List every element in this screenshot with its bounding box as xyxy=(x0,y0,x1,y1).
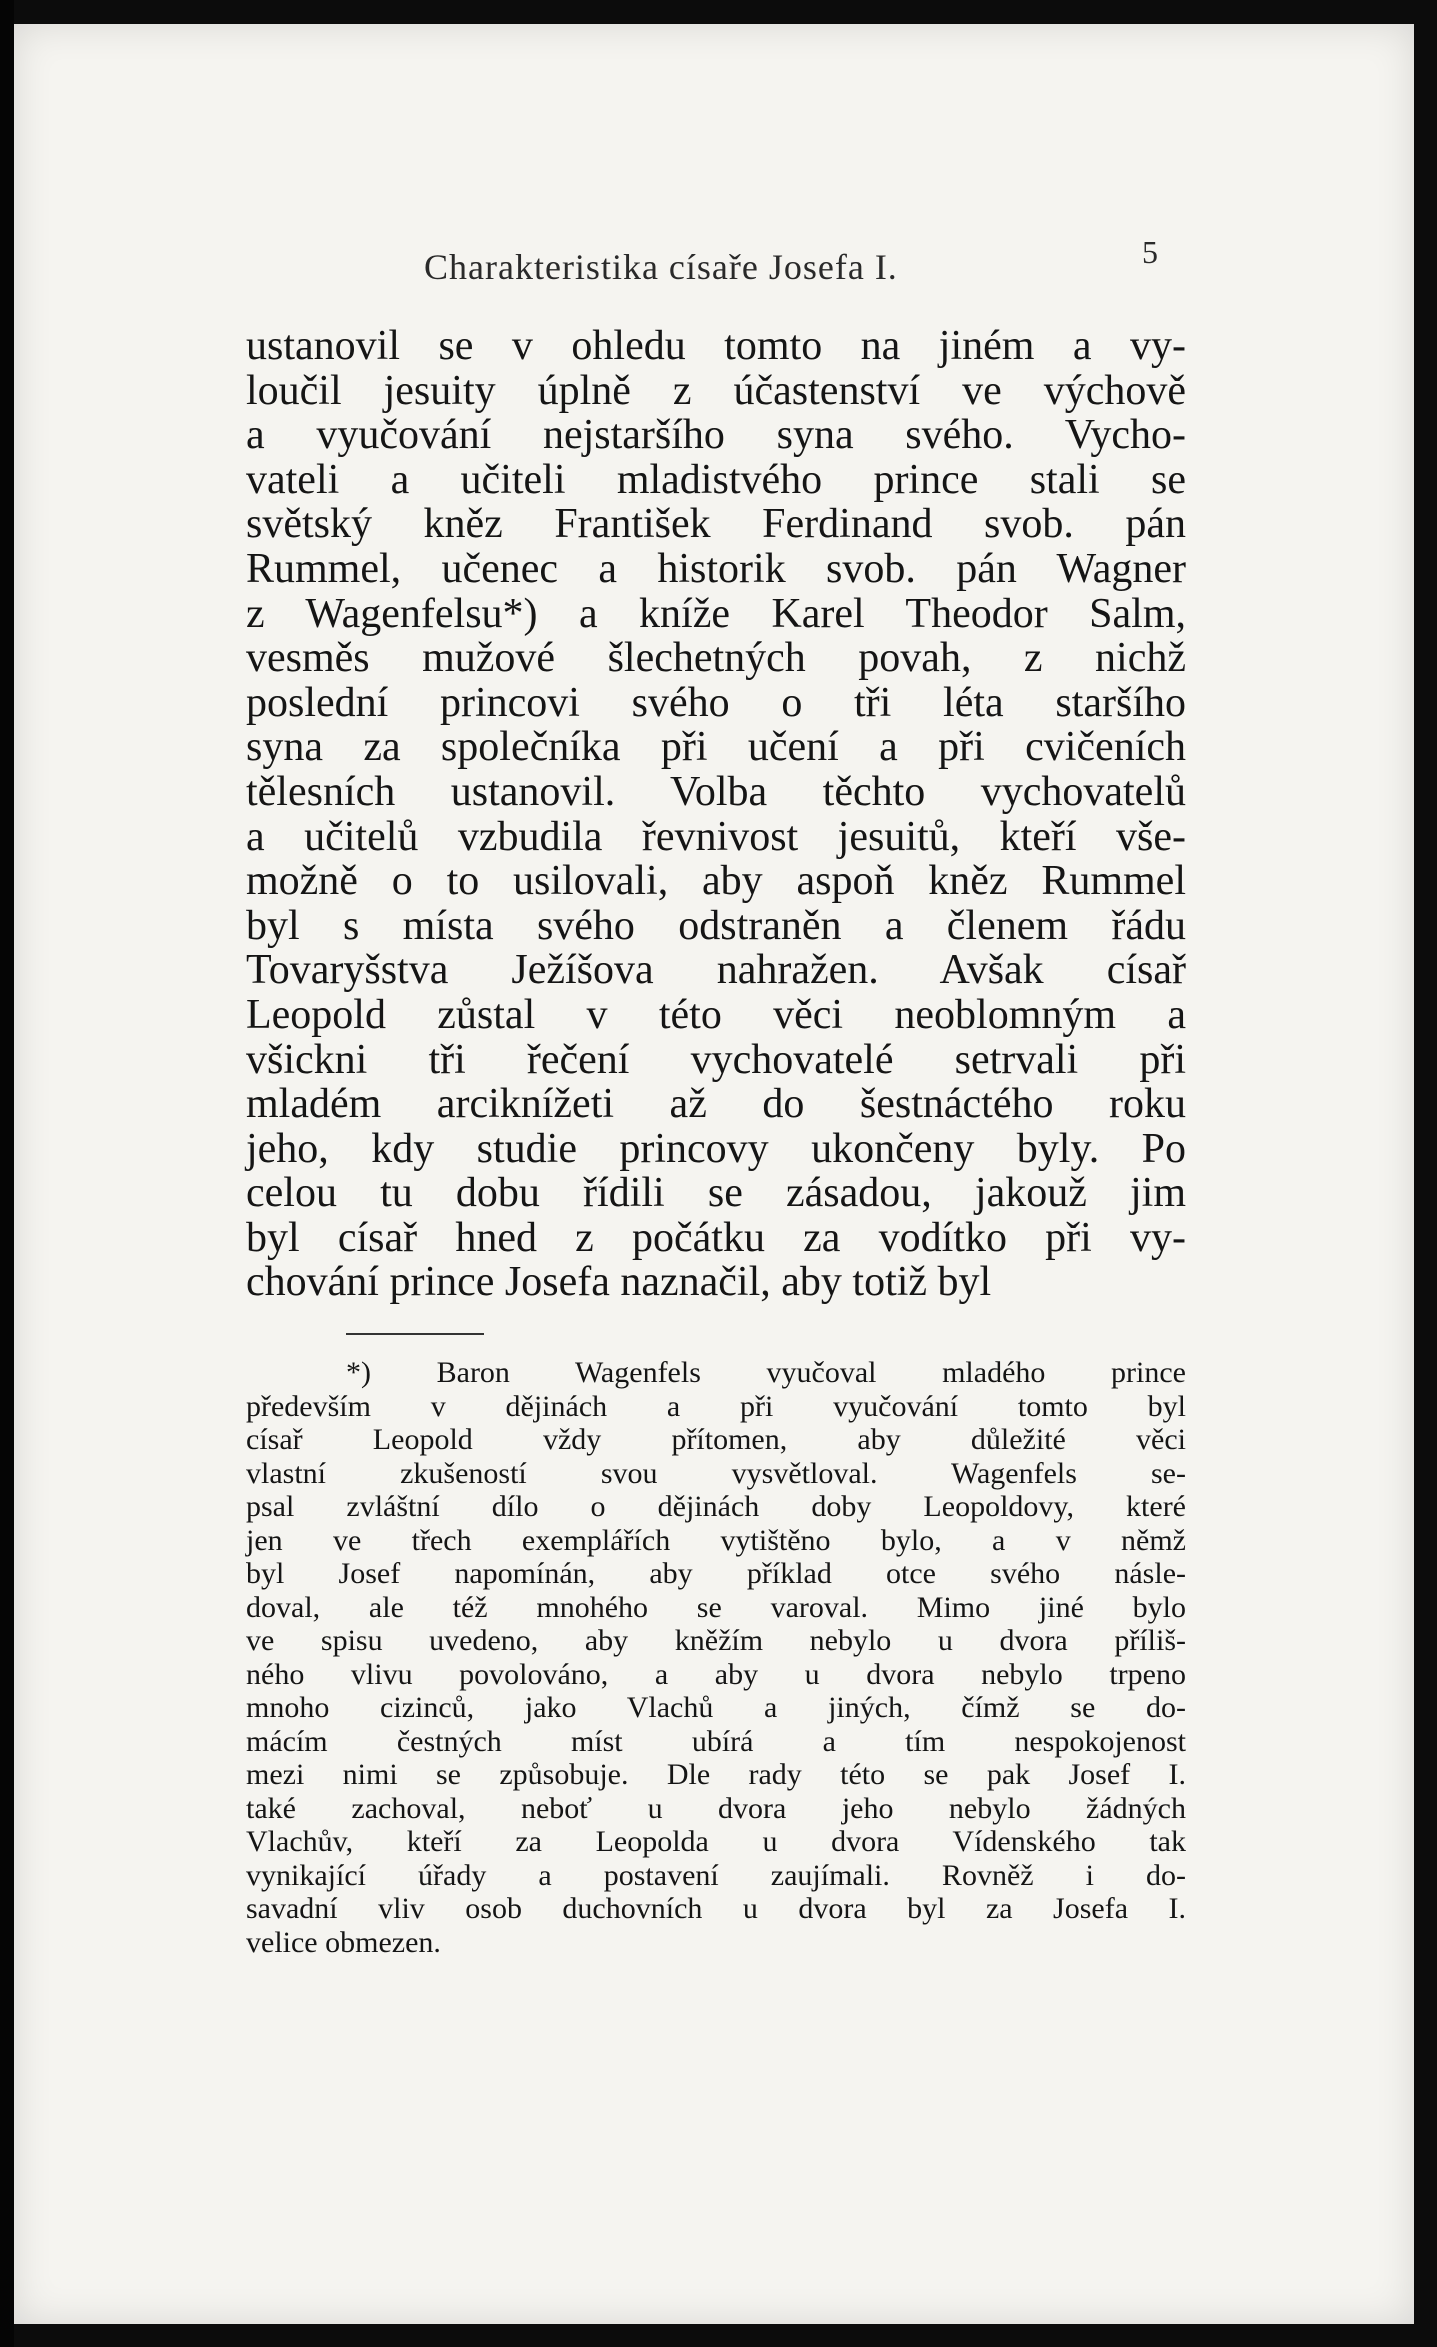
footnote-line: vynikající úřady a postavení zaujímali. Rovněž i do- xyxy=(246,1858,1186,1892)
text-line: z Wagenfelsu*) a kníže Karel Theodor Salm, xyxy=(246,590,1186,637)
text-line: syna za společníka při učení a při cvičeních xyxy=(246,724,1186,771)
footnote-line: savadní vliv osob duchovních u dvora byl za Josefa I. xyxy=(246,1892,1186,1925)
text-line: Rummel, učenec a historik svob. pán Wagner xyxy=(246,545,1186,592)
text-line: Tovaryšstva Ježíšova nahražen. Avšak císař xyxy=(246,947,1186,994)
text-line: celou tu dobu řídili se zásadou, jakouž jim xyxy=(246,1170,1186,1217)
text-line: možně o to usilovali, aby aspoň kněz Rummel xyxy=(246,858,1186,905)
text-line: loučil jesuity úplně z účastenství ve výchově xyxy=(246,367,1186,414)
footnote-line: *) Baron Wagenfels vyučoval mladého prince xyxy=(346,1356,1186,1389)
text-line: jeho, kdy studie princovy ukončeny byly. Po xyxy=(246,1125,1186,1172)
scan-left-edge xyxy=(0,0,14,2347)
footnote-line: mácím čestných míst ubírá a tím nespokojenost xyxy=(246,1724,1186,1758)
footnote-line: psal zvláštní dílo o dějinách doby Leopoldovy, které xyxy=(246,1490,1186,1523)
book-page xyxy=(14,24,1414,2324)
footnote-line: velice obmezen. xyxy=(246,1925,441,1959)
text-line: vateli a učiteli mladistvého prince stali se xyxy=(246,456,1186,503)
main-text xyxy=(246,324,1186,1305)
text-line: Leopold zůstal v této věci neoblomným a xyxy=(246,991,1186,1038)
running-head: Charakteristika císaře Josefa I. xyxy=(424,247,898,287)
text-line: a vyučování nejstaršího syna svého. Vycho- xyxy=(246,412,1186,459)
footnote-line: Vlachův, kteří za Leopolda u dvora Vídenského tak xyxy=(246,1825,1186,1858)
footnote-line: vlastní zkušeností svou vysvětloval. Wagenfels se- xyxy=(246,1456,1186,1490)
footnote-line: ve spisu uvedeno, aby kněžím nebylo u dvora příliš- xyxy=(246,1624,1186,1657)
text-line: světský kněz František Ferdinand svob. pán xyxy=(246,501,1186,548)
text-line: a učitelů vzbudila řevnivost jesuitů, kteří vše- xyxy=(246,813,1186,860)
footnote-line: mnoho cizinců, jako Vlachů a jiných, čímž se do- xyxy=(246,1691,1186,1724)
footnote-line: byl Josef napomínán, aby příklad otce svého násle- xyxy=(246,1557,1186,1590)
footnote-separator xyxy=(346,1333,484,1335)
footnote-line: císař Leopold vždy přítomen, aby důležité věci xyxy=(246,1423,1186,1456)
text-line: byl s místa svého odstraněn a členem řádu xyxy=(246,902,1186,949)
footnote-line: především v dějinách a při vyučování tomto byl xyxy=(246,1389,1186,1423)
page-number: 5 xyxy=(1142,234,1158,270)
text-line: mladém arciknížeti až do šestnáctého roku xyxy=(246,1081,1186,1128)
footnote xyxy=(246,1356,1186,1959)
footnote-line: jen ve třech exemplářích vytištěno bylo, a v němž xyxy=(246,1523,1186,1557)
text-line: vesměs mužové šlechetných povah, z nichž xyxy=(246,635,1186,682)
text-line: byl císař hned z počátku za vodítko při vy- xyxy=(246,1214,1186,1261)
text-line: ustanovil se v ohledu tomto na jiném a vy- xyxy=(246,323,1186,369)
footnote-line: mezi nimi se způsobuje. Dle rady této se pak Josef I. xyxy=(246,1758,1186,1791)
footnote-line: doval, ale též mnohého se varoval. Mimo jiné bylo xyxy=(246,1590,1186,1624)
footnote-line: ného vlivu povolováno, a aby u dvora nebylo trpeno xyxy=(246,1657,1186,1691)
text-line: tělesních ustanovil. Volba těchto vychovatelů xyxy=(246,768,1186,815)
text-line: všickni tři řečení vychovatelé setrvali při xyxy=(246,1036,1186,1083)
footnote-line: také zachoval, neboť u dvora jeho nebylo žádných xyxy=(246,1791,1186,1825)
text-line: poslední princovi svého o tři léta staršího xyxy=(246,679,1186,726)
text-line: chování prince Josefa naznačil, aby totiž byl xyxy=(246,1259,992,1306)
